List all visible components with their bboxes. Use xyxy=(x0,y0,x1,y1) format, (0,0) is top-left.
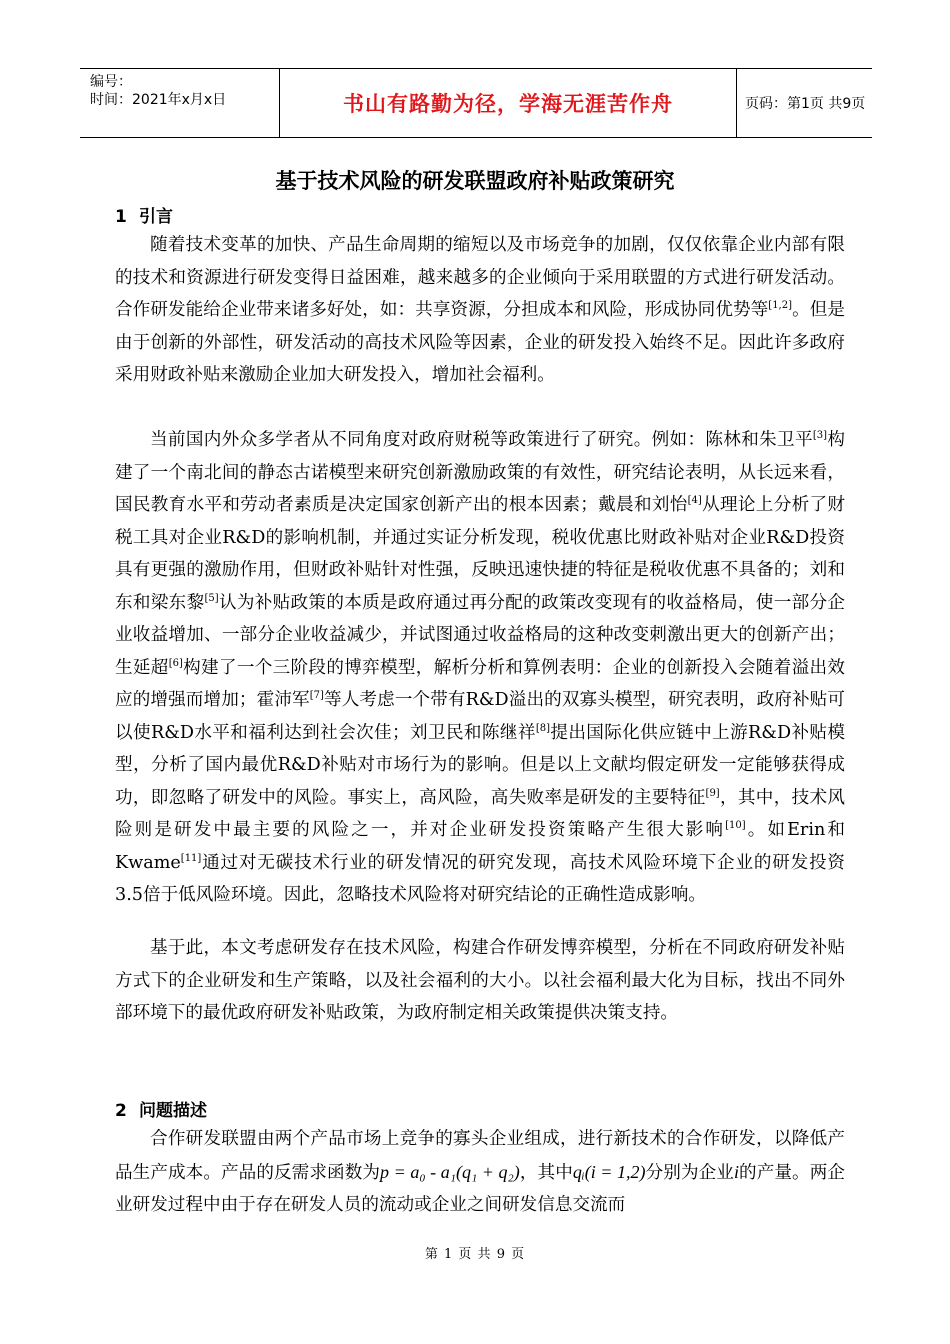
section-title: 问题描述 xyxy=(139,1101,207,1121)
inline-formula: p = a₀ - a₁(q₁ + q₂) xyxy=(380,1161,520,1182)
header-meta-cell xyxy=(80,69,280,137)
section-heading-2 xyxy=(115,1096,207,1121)
page-footer: 第 1 页 共 9 页 xyxy=(424,1247,526,1262)
paragraph xyxy=(115,229,845,392)
time-label: 时间：2021年x月x日 xyxy=(90,92,227,108)
citation-ref: [8] xyxy=(535,722,550,734)
citation-ref: [11] xyxy=(180,852,202,864)
citation-ref: [10] xyxy=(725,820,746,832)
text-run: 的产量。两企业研发过程中由于存在研发人员的流动或企业之间研发信息交流而 xyxy=(115,1162,845,1215)
header-page-info: 页码：第1页 共9页 xyxy=(745,96,866,112)
text-run: ，其中，技术风险则是研发中最主要的风险之一，并对企业研发投资策略产生很大影响 xyxy=(115,787,845,840)
citation-ref: [6] xyxy=(168,657,183,669)
text-run: ，其中 xyxy=(519,1162,573,1183)
inline-formula: i xyxy=(733,1161,739,1182)
text-run: 基于此，本文考虑研发存在技术风险，构建合作研发博弈模型，分析在不同政府研发补贴方式下的企业研发和生产策略，以及社会福利的大小。以社会福利最大化为目标，找出不同外部环境下的最优政府研发补贴政策，为政府制定相关政策提供决策支持。 xyxy=(115,938,845,1023)
text-run: 。如Erin和Kwame xyxy=(115,820,845,873)
paragraph xyxy=(115,932,845,1030)
header-table xyxy=(80,68,872,138)
paragraph xyxy=(115,1123,845,1222)
text-run: 构建了一个南北间的静态古诺模型来研究创新激励政策的有效性，研究结论表明，从长远来看，国民教育水平和劳动者素质是决定国家创新产出的根本因素；戴晨和刘怡 xyxy=(115,430,845,515)
section-number: 1 xyxy=(115,207,127,227)
text-run: 通过对无碳技术行业的研发情况的研究发现，高技术风险环境下企业的研发投资3.5倍于低风险环境。因此，忽略技术风险将对研究结论的正确性造成影响。 xyxy=(115,852,845,905)
citation-ref: [3] xyxy=(812,430,828,442)
paragraph xyxy=(115,424,845,912)
section-number: 2 xyxy=(115,1101,127,1121)
citation-ref: [4] xyxy=(687,495,702,507)
text-run: 分别为企业 xyxy=(645,1162,734,1183)
header-motto: 书山有路勤为径，学海无涯苦作舟 xyxy=(280,69,737,137)
number-label: 编号： xyxy=(90,74,132,90)
text-run: 随着技术变革的加快、产品生命周期的缩短以及市场竞争的加剧，仅仅依靠企业内部有限的技术和资源进行研发变得日益困难，越来越多的企业倾向于采用联盟的方式进行研发活动。合作研发能给企业带来诸多好处，如：共享资源，分担成本和风险，形成协同优势等 xyxy=(115,235,845,320)
text-run: 从理论上分析了财税工具对企业R&D的影响机制，并通过实证分析发现，税收优惠比财政补贴对企业R&D投资具有更强的激励作用，但财政补贴针对性强，反映迅速快捷的特征是税收优惠不具备的；刘和东和梁东黎 xyxy=(115,495,845,613)
text-run: 认为补贴政策的本质是政府通过再分配的政策改变现有的收益格局，使一部分企业收益增加、一部分企业收益减少，并试图通过收益格局的这种改变刺激出更大的创新产出；生延超 xyxy=(115,592,845,678)
section-heading-1 xyxy=(115,202,173,227)
text-run: 合作研发联盟由两个产品市场上竞争的寡头企业组成，进行新技术的合作研发，以降低产品生产成本。产品的反需求函数为 xyxy=(115,1129,845,1183)
text-run: 。但是由于创新的外部性，研发活动的高技术风险等因素，企业的研发投入始终不足。因此许多政府采用财政补贴来激励企业加大研发投入，增加社会福利。 xyxy=(115,300,845,385)
citation-ref: [7] xyxy=(309,690,324,702)
document-title: 基于技术风险的研发联盟政府补贴政策研究 xyxy=(275,169,675,193)
citation-ref: [5] xyxy=(204,592,219,604)
citation-ref: [1,2] xyxy=(768,300,793,312)
inline-formula: qᵢ(i = 1,2) xyxy=(572,1161,646,1182)
text-run: 等人考虑一个带有R&D溢出的双寡头模型，研究表明，政府补贴可以使R&D水平和福利达到社会次佳；刘卫民和陈继祥 xyxy=(115,690,845,743)
section-title: 引言 xyxy=(139,207,173,227)
citation-ref: [9] xyxy=(705,787,720,799)
text-run: 当前国内外众多学者从不同角度对政府财税等政策进行了研究。例如：陈林和朱卫平 xyxy=(150,430,813,450)
text-run: 提出国际化供应链中上游R&D补贴模型，分析了国内最优R&D补贴对市场行为的影响。但是以上文献均假定研发一定能够获得成功，即忽略了研发中的风险。事实上，高风险，高失败率是研发的主要特征 xyxy=(115,722,845,808)
text-run: 构建了一个三阶段的博弈模型，解析分析和算例表明：企业的创新投入会随着溢出效应的增强而增加；霍沛军 xyxy=(115,657,845,710)
